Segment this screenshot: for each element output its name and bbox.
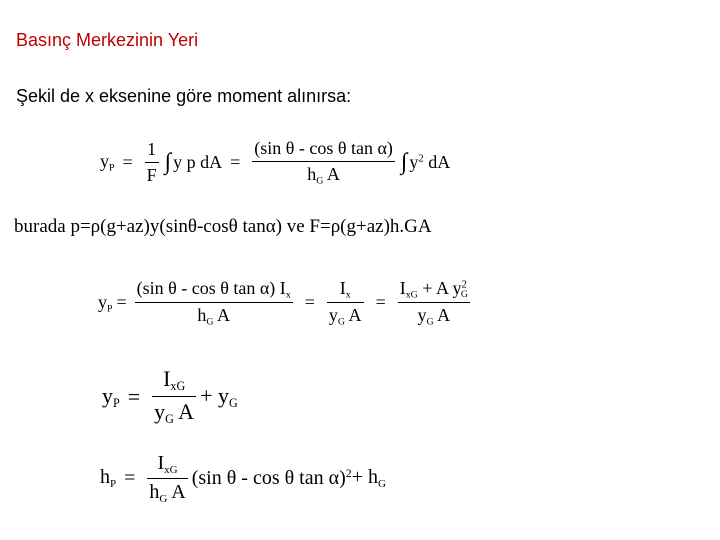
eq1-lhs: $y_P$ — [100, 151, 115, 174]
definition-line: burada p=ρ(g+az)y(sinθ-cosθ tanα) ve F=ρ(g+az)h.GA — [14, 216, 432, 237]
integral-symbol: ∫ — [164, 148, 172, 175]
eq3-fraction: $\frac{I_{xG}}{y_G A}$ — [154, 366, 195, 427]
eq2-fraction-2: $\frac{I_x}{y_G A}$ — [328, 278, 362, 328]
intro-text: Şekil de x eksenine göre moment alınırsa: — [16, 86, 352, 106]
eq1-fraction-1: $\frac{1}{F}$ — [146, 138, 157, 185]
eq4-plus-term: + $h_G$ — [351, 466, 386, 491]
equation-yp-result: $y_P$ = $\frac{I_{xG}}{y_G A}$ + $y_G$ — [102, 366, 238, 427]
eq2-fraction-3: $\frac{I_{xG} + A y^2_G}{y_G A}$ — [399, 278, 469, 328]
eq4-paren-term: (sin θ - cos θ tan α)$^2$ — [191, 466, 352, 490]
eq3-lhs: $y_P$ — [102, 382, 120, 410]
equation-yp-expanded: $y_P$ = $\frac{(\sin \theta - \cos \theta \tan \alpha) I_x}{h_G A}$ = $\frac{I_x}{y_G A}$ = $\frac{I_{xG} + A y^2_G}{y_G A}$ — [98, 278, 469, 328]
eq2-lhs: $y_P$ — [98, 291, 113, 315]
eq4-fraction: $\frac{I_{xG}}{h_G A}$ — [149, 452, 186, 505]
eq2-fraction-1: $\frac{(\sin \theta - \cos \theta \tan \alpha) I_x}{h_G A}$ — [136, 278, 291, 328]
slide-title: Basınç Merkezinin Yeri — [16, 30, 199, 50]
integral-symbol: ∫ — [400, 148, 408, 175]
eq1-fraction-2: $\frac{\text{(sin θ - cos θ tan α)}}{h_G A}$ — [254, 138, 393, 187]
eq4-lhs: $h_P$ — [100, 466, 117, 491]
eq3-plus-term: + $y_G$ — [200, 382, 238, 410]
equation-hp-result: $h_P$ = $\frac{I_{xG}}{h_G A}$ (sin θ - cos θ tan α)$^2$ + $h_G$ — [100, 452, 386, 505]
eq1-term2: $y^2$ dA — [409, 151, 451, 172]
eq1-term1: y p dA — [173, 151, 223, 172]
equation-moment: $y_P$ = $\frac{1}{F}$ ∫ y p dA = $\frac{\text{(sin θ - cos θ tan α)}}{h_G A}$ ∫ $y^2$ dA — [100, 138, 451, 187]
